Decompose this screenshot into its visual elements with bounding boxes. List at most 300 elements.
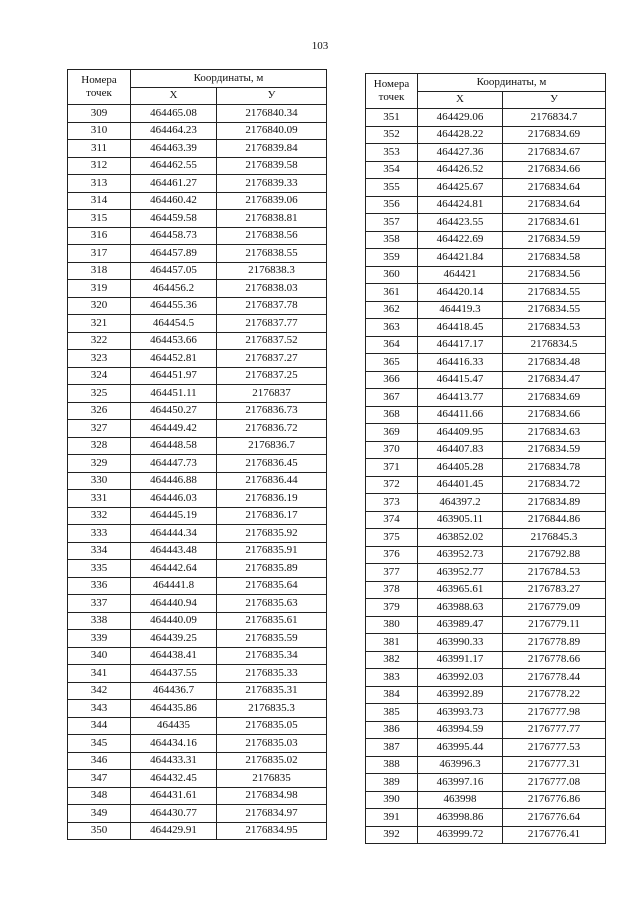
point-number-cell: 330	[68, 472, 131, 490]
y-coordinate-cell: 2176838.56	[217, 227, 327, 245]
table-row	[366, 336, 606, 354]
y-coordinate-cell: 2176834.66	[503, 161, 606, 179]
y-coordinate-cell: 2176834.95	[217, 822, 327, 840]
point-number-cell: 354	[366, 161, 418, 179]
table-row	[68, 577, 327, 595]
table-row	[68, 175, 327, 193]
y-coordinate-cell: 2176845.3	[503, 529, 606, 547]
point-number-cell: 382	[366, 651, 418, 669]
y-coordinate-cell: 2176839.58	[217, 157, 327, 175]
point-number-cell: 345	[68, 735, 131, 753]
x-coordinate-cell: 464421	[418, 266, 503, 284]
table-row	[366, 704, 606, 722]
point-number-cell: 367	[366, 389, 418, 407]
y-coordinate-cell: 2176783.27	[503, 581, 606, 599]
x-coordinate-cell: 463997.16	[418, 774, 503, 792]
table-row	[68, 612, 327, 630]
x-coordinate-cell: 464455.36	[131, 297, 217, 315]
x-coordinate-cell: 463992.03	[418, 669, 503, 687]
y-coordinate-cell: 2176838.3	[217, 262, 327, 280]
point-number-cell: 386	[366, 721, 418, 739]
table-row	[68, 630, 327, 648]
y-coordinate-cell: 2176778.22	[503, 686, 606, 704]
x-coordinate-cell: 464430.77	[131, 805, 217, 823]
point-number-cell: 318	[68, 262, 131, 280]
x-coordinate-cell: 464431.61	[131, 787, 217, 805]
x-coordinate-cell: 463952.73	[418, 546, 503, 564]
x-coordinate-cell: 463989.47	[418, 616, 503, 634]
x-coordinate-cell: 464440.94	[131, 595, 217, 613]
x-coordinate-cell: 464451.97	[131, 367, 217, 385]
y-coordinate-cell: 2176776.41	[503, 826, 606, 844]
table-row	[68, 332, 327, 350]
x-coordinate-cell: 464461.27	[131, 175, 217, 193]
table-row	[366, 126, 606, 144]
y-coordinate-cell: 2176834.58	[503, 249, 606, 267]
table-row	[366, 406, 606, 424]
coordinates-table-right	[365, 73, 606, 844]
y-coordinate-cell: 2176777.08	[503, 774, 606, 792]
coordinates-header: Координаты, м	[418, 74, 606, 92]
x-coordinate-cell: 464457.89	[131, 245, 217, 263]
points-header	[366, 74, 418, 109]
table-row	[68, 490, 327, 508]
table-row	[68, 665, 327, 683]
point-number-cell: 324	[68, 367, 131, 385]
points-header-line1: Номера	[373, 78, 410, 91]
y-coordinate-cell: 2176844.86	[503, 511, 606, 529]
y-coordinate-cell: 2176836.17	[217, 507, 327, 525]
point-number-cell: 337	[68, 595, 131, 613]
x-coordinate-cell: 464413.77	[418, 389, 503, 407]
table-row	[366, 389, 606, 407]
point-number-cell: 353	[366, 144, 418, 162]
point-number-cell: 363	[366, 319, 418, 337]
point-number-cell: 313	[68, 175, 131, 193]
x-coordinate-cell: 464420.14	[418, 284, 503, 302]
point-number-cell: 379	[366, 599, 418, 617]
table-row	[68, 805, 327, 823]
x-header: X	[131, 87, 217, 105]
y-coordinate-cell: 2176837.25	[217, 367, 327, 385]
table-row	[68, 280, 327, 298]
x-coordinate-cell: 463995.44	[418, 739, 503, 757]
point-number-cell: 351	[366, 109, 418, 127]
point-number-cell: 355	[366, 179, 418, 197]
x-coordinate-cell: 463988.63	[418, 599, 503, 617]
y-coordinate-cell: 2176834.69	[503, 389, 606, 407]
x-coordinate-cell: 464435.86	[131, 700, 217, 718]
point-number-cell: 340	[68, 647, 131, 665]
point-number-cell: 314	[68, 192, 131, 210]
points-header-line2: точек	[378, 91, 405, 103]
y-coordinate-cell: 2176834.67	[503, 144, 606, 162]
x-coordinate-cell: 464437.55	[131, 665, 217, 683]
y-coordinate-cell: 2176834.55	[503, 301, 606, 319]
table-row	[68, 560, 327, 578]
x-coordinate-cell: 464417.17	[418, 336, 503, 354]
table-row	[366, 739, 606, 757]
y-header: У	[217, 87, 327, 105]
table-row	[366, 546, 606, 564]
point-number-cell: 309	[68, 105, 131, 123]
x-coordinate-cell: 464409.95	[418, 424, 503, 442]
x-coordinate-cell: 464442.64	[131, 560, 217, 578]
x-coordinate-cell: 464459.58	[131, 210, 217, 228]
table-row	[68, 752, 327, 770]
point-number-cell: 374	[366, 511, 418, 529]
x-coordinate-cell: 464423.55	[418, 214, 503, 232]
x-coordinate-cell: 464421.84	[418, 249, 503, 267]
x-coordinate-cell: 463999.72	[418, 826, 503, 844]
x-coordinate-cell: 464462.55	[131, 157, 217, 175]
y-coordinate-cell: 2176836.45	[217, 455, 327, 473]
point-number-cell: 350	[68, 822, 131, 840]
y-coordinate-cell: 2176834.72	[503, 476, 606, 494]
point-number-cell: 342	[68, 682, 131, 700]
table-row	[366, 826, 606, 844]
table-row	[366, 354, 606, 372]
table-row	[68, 735, 327, 753]
point-number-cell: 311	[68, 140, 131, 158]
point-number-cell: 352	[366, 126, 418, 144]
x-coordinate-cell: 464446.88	[131, 472, 217, 490]
y-coordinate-cell: 2176834.59	[503, 441, 606, 459]
point-number-cell: 389	[366, 774, 418, 792]
point-number-cell: 373	[366, 494, 418, 512]
table-row	[68, 787, 327, 805]
point-number-cell: 334	[68, 542, 131, 560]
y-coordinate-cell: 2176840.09	[217, 122, 327, 140]
y-coordinate-cell: 2176834.48	[503, 354, 606, 372]
table-row	[366, 266, 606, 284]
table-row	[68, 420, 327, 438]
x-coordinate-cell: 464456.2	[131, 280, 217, 298]
y-coordinate-cell: 2176834.69	[503, 126, 606, 144]
y-coordinate-cell: 2176834.63	[503, 424, 606, 442]
point-number-cell: 383	[366, 669, 418, 687]
x-coordinate-cell: 464464.23	[131, 122, 217, 140]
point-number-cell: 378	[366, 581, 418, 599]
table-row	[366, 669, 606, 687]
x-coordinate-cell: 464446.03	[131, 490, 217, 508]
point-number-cell: 347	[68, 770, 131, 788]
x-coordinate-cell: 464418.45	[418, 319, 503, 337]
y-coordinate-cell: 2176834.97	[217, 805, 327, 823]
table-row	[68, 542, 327, 560]
x-coordinate-cell: 463965.61	[418, 581, 503, 599]
x-coordinate-cell: 464426.52	[418, 161, 503, 179]
coordinates-header: Координаты, м	[131, 70, 327, 88]
y-coordinate-cell: 2176834.64	[503, 196, 606, 214]
table-row	[68, 507, 327, 525]
table-row	[68, 525, 327, 543]
point-number-cell: 323	[68, 350, 131, 368]
x-coordinate-cell: 464457.05	[131, 262, 217, 280]
x-coordinate-cell: 464405.28	[418, 459, 503, 477]
y-coordinate-cell: 2176834.66	[503, 406, 606, 424]
point-number-cell: 310	[68, 122, 131, 140]
point-number-cell: 380	[366, 616, 418, 634]
point-number-cell: 365	[366, 354, 418, 372]
y-coordinate-cell: 2176837.52	[217, 332, 327, 350]
x-coordinate-cell: 463905.11	[418, 511, 503, 529]
table-row	[366, 301, 606, 319]
y-coordinate-cell: 2176838.81	[217, 210, 327, 228]
x-coordinate-cell: 464397.2	[418, 494, 503, 512]
y-coordinate-cell: 2176834.47	[503, 371, 606, 389]
x-coordinate-cell: 464434.16	[131, 735, 217, 753]
table-row	[68, 367, 327, 385]
table-row	[68, 717, 327, 735]
table-row	[366, 319, 606, 337]
point-number-cell: 362	[366, 301, 418, 319]
y-coordinate-cell: 2176778.66	[503, 651, 606, 669]
table-row	[366, 581, 606, 599]
y-coordinate-cell: 2176835.89	[217, 560, 327, 578]
table-row	[68, 315, 327, 333]
y-coordinate-cell: 2176839.84	[217, 140, 327, 158]
point-number-cell: 375	[366, 529, 418, 547]
table-row	[366, 634, 606, 652]
point-number-cell: 384	[366, 686, 418, 704]
x-header: X	[418, 91, 503, 109]
point-number-cell: 329	[68, 455, 131, 473]
table-row	[366, 179, 606, 197]
y-coordinate-cell: 2176834.5	[503, 336, 606, 354]
table-row	[366, 774, 606, 792]
y-coordinate-cell: 2176784.53	[503, 564, 606, 582]
x-coordinate-cell: 464435	[131, 717, 217, 735]
x-coordinate-cell: 464458.73	[131, 227, 217, 245]
point-number-cell: 358	[366, 231, 418, 249]
point-number-cell: 328	[68, 437, 131, 455]
y-coordinate-cell: 2176835.91	[217, 542, 327, 560]
x-coordinate-cell: 464416.33	[418, 354, 503, 372]
point-number-cell: 322	[68, 332, 131, 350]
y-coordinate-cell: 2176834.7	[503, 109, 606, 127]
point-number-cell: 341	[68, 665, 131, 683]
table-row	[366, 459, 606, 477]
table-row	[366, 529, 606, 547]
y-coordinate-cell: 2176834.64	[503, 179, 606, 197]
table-row	[68, 210, 327, 228]
x-coordinate-cell: 463996.3	[418, 756, 503, 774]
y-coordinate-cell: 2176835.34	[217, 647, 327, 665]
y-coordinate-cell: 2176839.06	[217, 192, 327, 210]
y-coordinate-cell: 2176776.86	[503, 791, 606, 809]
x-coordinate-cell: 464452.81	[131, 350, 217, 368]
y-coordinate-cell: 2176834.53	[503, 319, 606, 337]
point-number-cell: 335	[68, 560, 131, 578]
y-coordinate-cell: 2176835.92	[217, 525, 327, 543]
y-coordinate-cell: 2176837	[217, 385, 327, 403]
y-coordinate-cell: 2176835.3	[217, 700, 327, 718]
point-number-cell: 343	[68, 700, 131, 718]
table-row	[366, 196, 606, 214]
table-row	[68, 595, 327, 613]
y-coordinate-cell: 2176777.31	[503, 756, 606, 774]
x-coordinate-cell: 464440.09	[131, 612, 217, 630]
point-number-cell: 344	[68, 717, 131, 735]
table-row	[366, 214, 606, 232]
table-row	[68, 472, 327, 490]
table-row	[366, 651, 606, 669]
x-coordinate-cell: 464427.36	[418, 144, 503, 162]
point-number-cell: 387	[366, 739, 418, 757]
point-number-cell: 346	[68, 752, 131, 770]
point-number-cell: 392	[366, 826, 418, 844]
x-coordinate-cell: 464407.83	[418, 441, 503, 459]
y-coordinate-cell: 2176834.78	[503, 459, 606, 477]
x-coordinate-cell: 464415.47	[418, 371, 503, 389]
coordinates-table-left	[67, 69, 327, 840]
x-coordinate-cell: 464433.31	[131, 752, 217, 770]
point-number-cell: 388	[366, 756, 418, 774]
point-number-cell: 356	[366, 196, 418, 214]
x-coordinate-cell: 464436.7	[131, 682, 217, 700]
y-coordinate-cell: 2176834.56	[503, 266, 606, 284]
x-coordinate-cell: 464444.34	[131, 525, 217, 543]
y-header: У	[503, 91, 606, 109]
table-row	[366, 791, 606, 809]
x-coordinate-cell: 464450.27	[131, 402, 217, 420]
point-number-cell: 360	[366, 266, 418, 284]
table-row	[366, 599, 606, 617]
y-coordinate-cell: 2176836.44	[217, 472, 327, 490]
x-coordinate-cell: 464419.3	[418, 301, 503, 319]
x-coordinate-cell: 464438.41	[131, 647, 217, 665]
y-coordinate-cell: 2176779.09	[503, 599, 606, 617]
point-number-cell: 320	[68, 297, 131, 315]
table-row	[366, 494, 606, 512]
x-coordinate-cell: 464429.91	[131, 822, 217, 840]
table-row	[68, 192, 327, 210]
point-number-cell: 369	[366, 424, 418, 442]
x-coordinate-cell: 464453.66	[131, 332, 217, 350]
x-coordinate-cell: 464422.69	[418, 231, 503, 249]
y-coordinate-cell: 2176835.63	[217, 595, 327, 613]
y-coordinate-cell: 2176834.59	[503, 231, 606, 249]
y-coordinate-cell: 2176835.02	[217, 752, 327, 770]
point-number-cell: 319	[68, 280, 131, 298]
x-coordinate-cell: 464465.08	[131, 105, 217, 123]
x-coordinate-cell: 464432.45	[131, 770, 217, 788]
point-number-cell: 331	[68, 490, 131, 508]
table-row	[68, 227, 327, 245]
x-coordinate-cell: 464429.06	[418, 109, 503, 127]
point-number-cell: 385	[366, 704, 418, 722]
x-coordinate-cell: 464401.45	[418, 476, 503, 494]
x-coordinate-cell: 463952.77	[418, 564, 503, 582]
point-number-cell: 315	[68, 210, 131, 228]
table-row	[68, 437, 327, 455]
table-row	[68, 770, 327, 788]
point-number-cell: 390	[366, 791, 418, 809]
x-coordinate-cell: 464424.81	[418, 196, 503, 214]
table-row	[68, 105, 327, 123]
point-number-cell: 381	[366, 634, 418, 652]
y-coordinate-cell: 2176835.05	[217, 717, 327, 735]
table-row	[366, 616, 606, 634]
points-header-line2: точек	[86, 87, 112, 99]
y-coordinate-cell: 2176778.44	[503, 669, 606, 687]
point-number-cell: 370	[366, 441, 418, 459]
point-number-cell: 371	[366, 459, 418, 477]
y-coordinate-cell: 2176777.53	[503, 739, 606, 757]
point-number-cell: 336	[68, 577, 131, 595]
x-coordinate-cell: 464449.42	[131, 420, 217, 438]
table-row	[366, 721, 606, 739]
point-number-cell: 348	[68, 787, 131, 805]
table-row	[68, 700, 327, 718]
point-number-cell: 376	[366, 546, 418, 564]
y-coordinate-cell: 2176834.98	[217, 787, 327, 805]
table-row	[68, 682, 327, 700]
table-row	[366, 756, 606, 774]
point-number-cell: 366	[366, 371, 418, 389]
y-coordinate-cell: 2176835.64	[217, 577, 327, 595]
y-coordinate-cell: 2176836.19	[217, 490, 327, 508]
point-number-cell: 317	[68, 245, 131, 263]
y-coordinate-cell: 2176839.33	[217, 175, 327, 193]
y-coordinate-cell: 2176838.03	[217, 280, 327, 298]
y-coordinate-cell: 2176840.34	[217, 105, 327, 123]
y-coordinate-cell: 2176835.59	[217, 630, 327, 648]
x-coordinate-cell: 463998	[418, 791, 503, 809]
x-coordinate-cell: 464443.48	[131, 542, 217, 560]
point-number-cell: 321	[68, 315, 131, 333]
table-row	[68, 157, 327, 175]
y-coordinate-cell: 2176835.03	[217, 735, 327, 753]
y-coordinate-cell: 2176835	[217, 770, 327, 788]
table-row	[366, 109, 606, 127]
table-row	[366, 511, 606, 529]
table-row	[68, 140, 327, 158]
y-coordinate-cell: 2176835.33	[217, 665, 327, 683]
table-row	[68, 385, 327, 403]
y-coordinate-cell: 2176836.72	[217, 420, 327, 438]
table-row	[366, 476, 606, 494]
y-coordinate-cell: 2176837.27	[217, 350, 327, 368]
point-number-cell: 333	[68, 525, 131, 543]
y-coordinate-cell: 2176834.55	[503, 284, 606, 302]
x-coordinate-cell: 463990.33	[418, 634, 503, 652]
y-coordinate-cell: 2176835.31	[217, 682, 327, 700]
point-number-cell: 359	[366, 249, 418, 267]
table-row	[68, 647, 327, 665]
table-row	[68, 297, 327, 315]
y-coordinate-cell: 2176837.78	[217, 297, 327, 315]
table-row	[366, 144, 606, 162]
x-coordinate-cell: 463852.02	[418, 529, 503, 547]
x-coordinate-cell: 463992.89	[418, 686, 503, 704]
y-coordinate-cell: 2176792.88	[503, 546, 606, 564]
x-coordinate-cell: 464439.25	[131, 630, 217, 648]
x-coordinate-cell: 464411.66	[418, 406, 503, 424]
point-number-cell: 325	[68, 385, 131, 403]
point-number-cell: 339	[68, 630, 131, 648]
x-coordinate-cell: 463991.17	[418, 651, 503, 669]
point-number-cell: 312	[68, 157, 131, 175]
x-coordinate-cell: 464441.8	[131, 577, 217, 595]
y-coordinate-cell: 2176837.77	[217, 315, 327, 333]
table-row	[68, 402, 327, 420]
point-number-cell: 332	[68, 507, 131, 525]
point-number-cell: 357	[366, 214, 418, 232]
y-coordinate-cell: 2176835.61	[217, 612, 327, 630]
table-row	[366, 371, 606, 389]
